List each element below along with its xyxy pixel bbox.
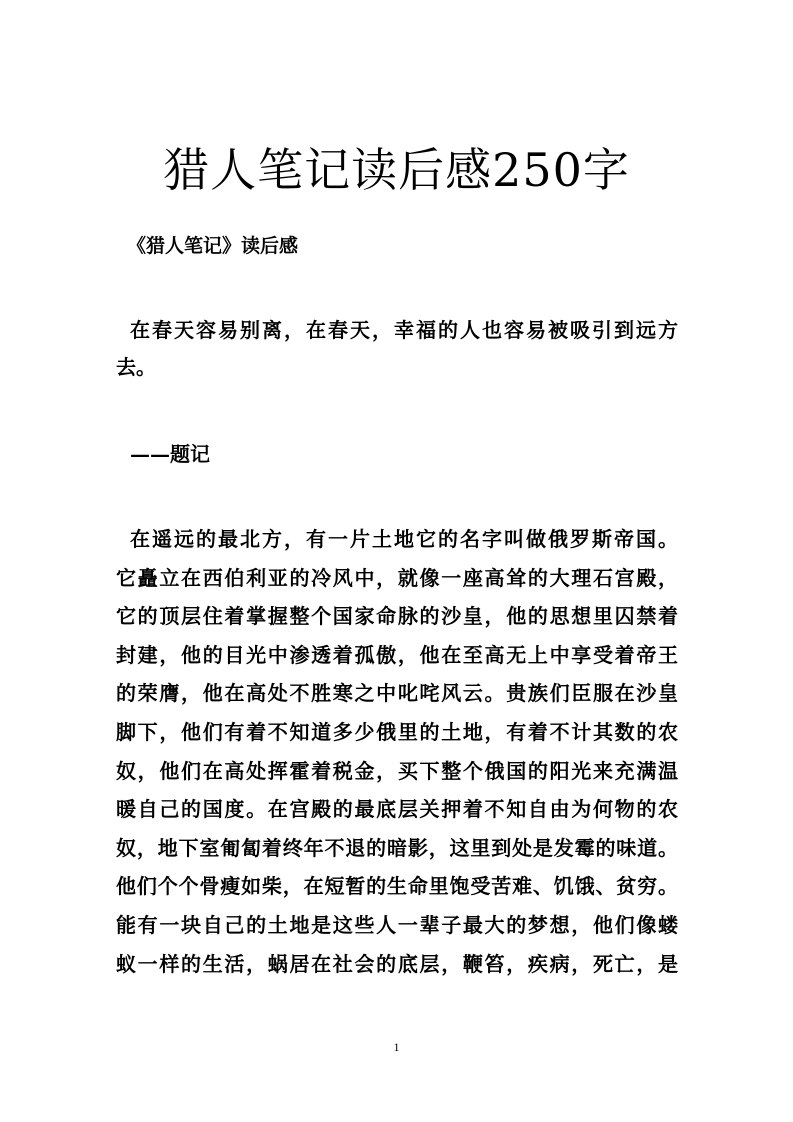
- epigraph-line: 在春天容易别离，在春天，幸福的人也容易被吸引到远方: [130, 318, 678, 342]
- document-title: 猎人笔记读后感250字: [163, 143, 630, 197]
- paragraph-line: 它矗立在西伯利亚的冷风中，就像一座高耸的大理石宫殿，: [116, 565, 678, 590]
- paragraph-line: 奴，他们在高处挥霍着税金，买下整个俄国的阳光来充满温: [116, 758, 678, 783]
- paragraph-line: 它的顶层住着掌握整个国家命脉的沙皇，他的思想里囚禁着: [116, 604, 678, 629]
- paragraph-line: 能有一块自己的土地是这些人一辈子最大的梦想，他们像蝼: [116, 912, 678, 937]
- paragraph-line: 他们个个骨瘦如柴，在短暂的生命里饱受苦难、饥饿、贫穷。: [116, 874, 678, 899]
- epigraph-paragraph: [116, 312, 678, 386]
- paragraph-line: 奴，地下室匍匐着终年不退的暗影，这里到处是发霉的味道。: [116, 835, 678, 860]
- document-subtitle: 《猎人笔记》读后感: [127, 235, 299, 257]
- paragraph-line: 蚁一样的生活，蜗居在社会的底层，鞭笞，疾病，死亡，是: [116, 951, 678, 976]
- epigraph-line: 去。: [116, 355, 156, 379]
- page-number: 1: [393, 1040, 400, 1054]
- paragraph-line: 封建，他的目光中渗透着孤傲，他在至高无上中享受着帝王: [116, 642, 678, 667]
- epigraph-signature: ——题记: [130, 442, 210, 466]
- paragraph-line: 暖自己的国度。在宫殿的最底层关押着不知自由为何物的农: [116, 797, 678, 822]
- paragraph-line: 在遥远的最北方，有一片土地它的名字叫做俄罗斯帝国。: [130, 527, 678, 551]
- paragraph-line: 脚下，他们有着不知道多少俄里的土地，有着不计其数的农: [116, 719, 678, 744]
- main-paragraph: [116, 520, 678, 983]
- paragraph-line: 的荣膺，他在高处不胜寒之中叱咤风云。贵族们臣服在沙皇: [116, 681, 678, 706]
